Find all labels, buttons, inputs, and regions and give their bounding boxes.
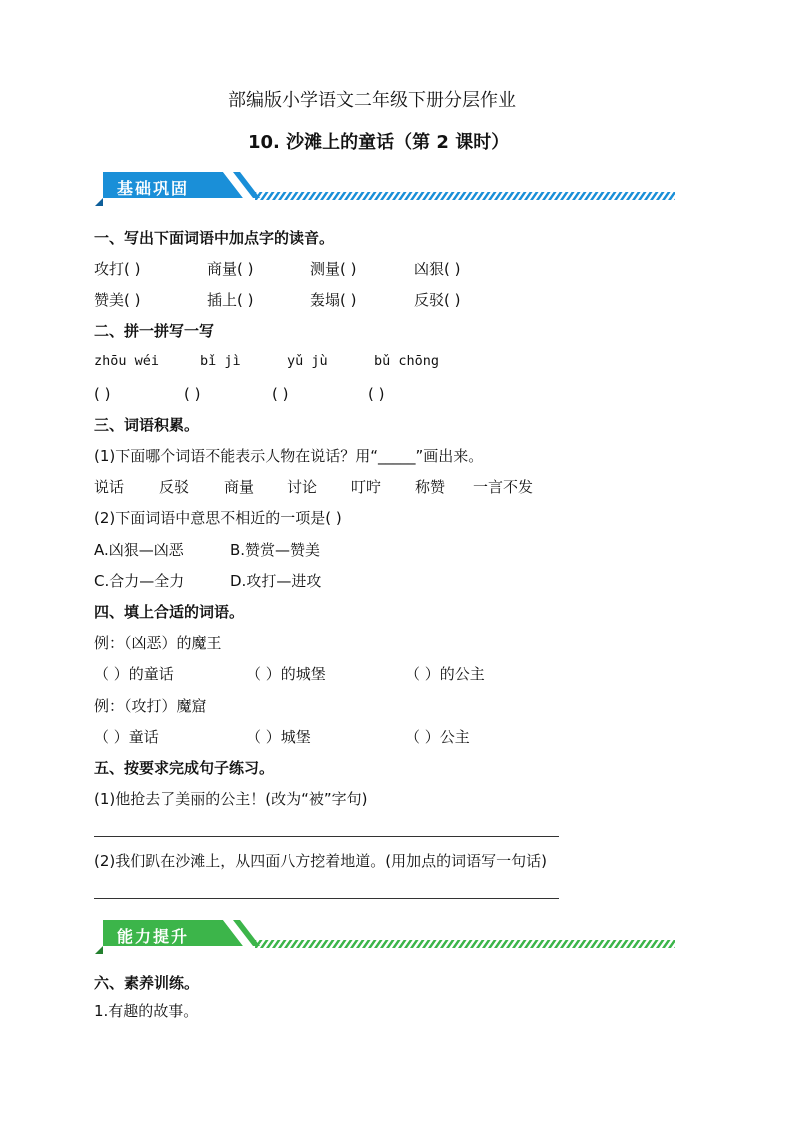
section-banner-advanced bbox=[95, 918, 680, 958]
word-item[interactable]: 商量 bbox=[224, 478, 255, 496]
q5-prompt-2: (2)我们趴在沙滩上，从四面八方挖着地道。(用加点的词语写一句话) bbox=[94, 852, 547, 870]
q5-heading: 五、按要求完成句子练习。 bbox=[94, 759, 275, 777]
answer-line-1[interactable] bbox=[94, 836, 559, 837]
q4-blank[interactable]: （ ）公主 bbox=[405, 728, 470, 746]
answer-line-2[interactable] bbox=[94, 898, 559, 899]
pinyin-blank[interactable]: ( ) bbox=[272, 385, 289, 403]
q1-item: 反驳( ) bbox=[414, 291, 461, 309]
q6-item-1: 1.有趣的故事。 bbox=[94, 1002, 199, 1020]
option-a[interactable]: A.凶狠—凶恶 bbox=[94, 541, 184, 559]
option-d[interactable]: D.攻打—进攻 bbox=[230, 572, 322, 590]
q1-item: 商量( ) bbox=[207, 260, 254, 278]
pinyin-item: bǔ chōng bbox=[374, 353, 440, 369]
q1-item: 凶狠( ) bbox=[414, 260, 461, 278]
q1-item: 轰塌( ) bbox=[310, 291, 357, 309]
q2-heading: 二、拼一拼写一写 bbox=[94, 322, 215, 340]
q3-prompt-1: (1)下面哪个词语不能表示人物在说话？用“_____”画出来。 bbox=[94, 447, 484, 465]
q5-prompt-1: (1)他抢去了美丽的公主！(改为“被”字句) bbox=[94, 790, 368, 808]
q4-blank[interactable]: （ ）的公主 bbox=[405, 665, 485, 683]
q4-heading: 四、填上合适的词语。 bbox=[94, 603, 245, 621]
page-title: 部编版小学语文二年级下册分层作业 bbox=[228, 90, 516, 111]
q4-example-1: 例：（凶恶）的魔王 bbox=[94, 634, 222, 652]
pinyin-item: zhōu wéi bbox=[94, 353, 160, 369]
q4-blank[interactable]: （ ）的城堡 bbox=[246, 665, 326, 683]
pinyin-blank[interactable]: ( ) bbox=[94, 385, 111, 403]
pinyin-blank[interactable]: ( ) bbox=[368, 385, 385, 403]
q1-item: 赞美( ) bbox=[94, 291, 141, 309]
q1-item: 攻打( ) bbox=[94, 260, 141, 278]
word-item[interactable]: 说话 bbox=[94, 478, 125, 496]
pinyin-item: yǔ jù bbox=[287, 353, 328, 369]
word-item[interactable]: 一言不发 bbox=[473, 478, 534, 496]
option-b[interactable]: B.赞赏—赞美 bbox=[230, 541, 321, 559]
q1-heading: 一、写出下面词语中加点字的读音。 bbox=[94, 229, 335, 247]
q1-item: 测量( ) bbox=[310, 260, 357, 278]
lesson-title: 10. 沙滩上的童话（第 2 课时） bbox=[248, 132, 510, 153]
q4-blank[interactable]: （ ）的童话 bbox=[94, 665, 174, 683]
q3-heading: 三、词语积累。 bbox=[94, 416, 200, 434]
word-item[interactable]: 叮咛 bbox=[351, 478, 382, 496]
q4-blank[interactable]: （ ）童话 bbox=[94, 728, 159, 746]
q1-item: 插上( ) bbox=[207, 291, 254, 309]
option-c[interactable]: C.合力—全力 bbox=[94, 572, 185, 590]
banner-basic-label: 基础巩固 bbox=[117, 179, 190, 198]
word-item[interactable]: 称赞 bbox=[415, 478, 446, 496]
q4-blank[interactable]: （ ）城堡 bbox=[246, 728, 311, 746]
word-item[interactable]: 讨论 bbox=[287, 478, 318, 496]
section-banner-basic bbox=[95, 170, 680, 210]
pinyin-blank[interactable]: ( ) bbox=[184, 385, 201, 403]
pinyin-item: bǐ jì bbox=[200, 353, 241, 369]
q4-example-2: 例：（攻打）魔窟 bbox=[94, 697, 207, 715]
banner-advanced-label: 能力提升 bbox=[117, 927, 190, 946]
word-item[interactable]: 反驳 bbox=[159, 478, 190, 496]
q6-heading: 六、素养训练。 bbox=[94, 974, 200, 992]
q3-prompt-2: (2)下面词语中意思不相近的一项是( ) bbox=[94, 509, 342, 527]
